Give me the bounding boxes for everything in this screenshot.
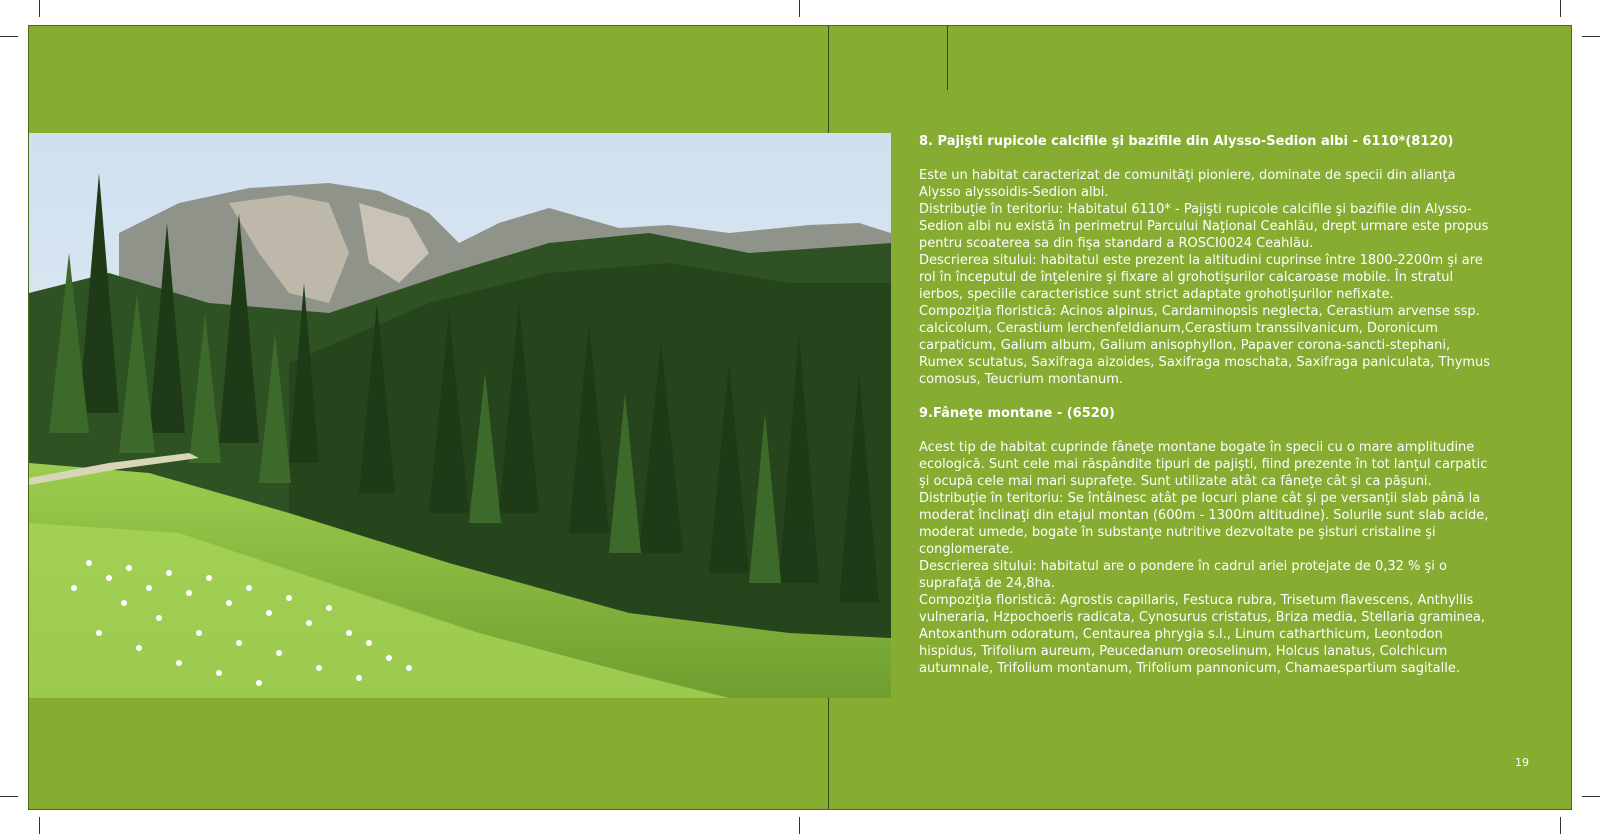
- crop-mark: [1560, 817, 1561, 834]
- section-9-paragraph: Distribuţie în teritoriu: Se întâlnesc atât pe locuri plane cât şi pe versanţii slab până la moderat înclinaţi din etajul montan (600m - 1300m altitudine). Solurile sunt slab acide, moderat umede, bogate în substanţe nutritive dezvoltate pe şisturi cristaline şi conglomerate.: [919, 491, 1489, 557]
- crop-mark: [799, 817, 800, 834]
- page-number: 19: [1515, 756, 1529, 769]
- section-8-paragraph: Este un habitat caracterizat de comunităţi pioniere, dominate de specii din alianţa Alysso alyssoidis-Sedion albi.: [919, 168, 1456, 200]
- habitat-text-column: [919, 133, 1499, 677]
- crop-mark: [0, 796, 18, 797]
- crop-mark: [0, 36, 18, 37]
- crop-mark: [799, 0, 800, 17]
- section-8-paragraph: Compoziţia floristică: Acinos alpinus, Cardaminopsis neglecta, Cerastium arvense ssp. calcicolum, Cerastium lerchenfeldianum,Cerastium transsilvanicum, Doronicum carpaticum, Galium album, Galium anisophyllon, Papaver corona-sancti-stephani, Rumex scutatus, Saxifraga aizoides, Saxifraga moschata, Saxifraga paniculata, Thymus comosus, Teucrium montanum.: [919, 304, 1491, 387]
- crop-mark: [39, 817, 40, 834]
- section-8-title: 8. Pajişti rupicole calcifile şi bazifile din Alysso-Sedion albi - 6110*(8120): [919, 134, 1454, 149]
- column-guide-line: [947, 26, 948, 90]
- page-spread: [28, 25, 1572, 810]
- section-9-paragraph: Acest tip de habitat cuprinde fâneţe montane bogate în specii cu o mare amplitudine ecologică. Sunt cele mai răspândite tipuri de pajişti, fiind prezente în tot lanţul carpatic şi ocupă cele mai mari suprafeţe. Sunt utilizate atât ca fâneţe cât şi ca păşuni.: [919, 440, 1488, 489]
- crop-mark: [1582, 36, 1600, 37]
- forest-mountain-landscape-photo: [29, 133, 891, 698]
- section-8-paragraph: Descrierea sitului: habitatul este prezent la altitudini cuprinse între 1800-2200m şi are rol în începutul de înţelenire şi fixare al grohotişurilor calcaroase mobile. În stratul ierbos, speciile caracteristice sunt strict adaptate grohotişurilor nefixate.: [919, 253, 1483, 302]
- section-9-title: 9.Fâneţe montane - (6520): [919, 406, 1115, 421]
- crop-mark: [1560, 0, 1561, 17]
- section-8-paragraph: Distribuţie în teritoriu: Habitatul 6110* - Pajişti rupicole calcifile şi bazifile din Alysso-Sedion albi nu există în perimetrul Parcului Naţional Ceahlău, drept urmare este propus pentru scoaterea sa din fişa standard a ROSCI0024 Ceahlău.: [919, 202, 1489, 251]
- section-9-paragraph: Compoziţia floristică: Agrostis capillaris, Festuca rubra, Trisetum flavescens, Anthyllis vulneraria, Hzpochoeris radicata, Cynosurus cristatus, Briza media, Stellaria graminea, Antoxanthum odoratum, Centaurea phrygia s.l., Linum catharthicum, Leontodon hispidus, Trifolium aureum, Peucedanum oreoselinum, Holcus lanatus, Colchicum autumnale, Trifolium montanum, Trifolium pannonicum, Chamaespartium sagitalle.: [919, 593, 1486, 676]
- section-9-paragraph: Descrierea sitului: habitatul are o pondere în cadrul ariei protejate de 0,32 % şi o suprafaţă de 24,8ha.: [919, 559, 1447, 591]
- crop-mark: [1582, 796, 1600, 797]
- crop-mark: [39, 0, 40, 17]
